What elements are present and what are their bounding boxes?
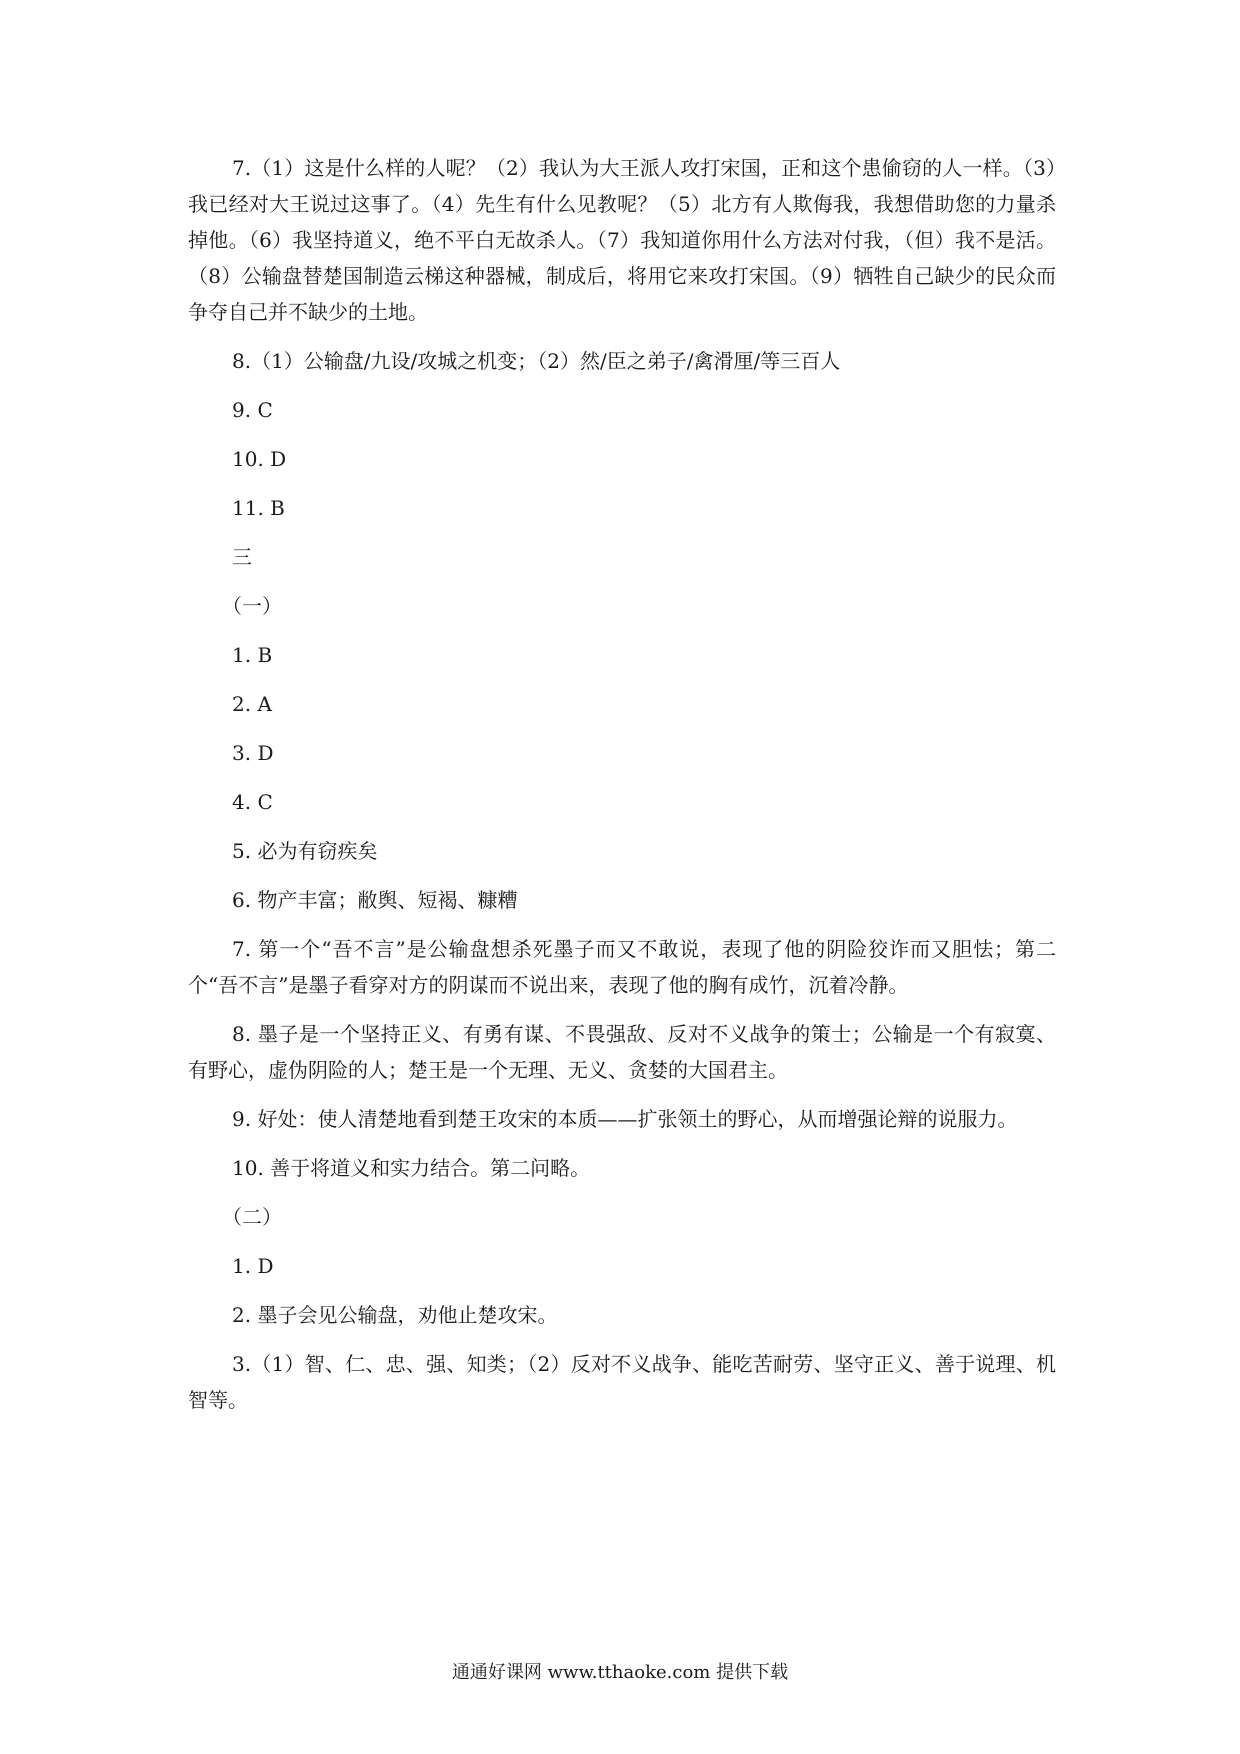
answer-10: 10. D (232, 447, 287, 471)
sub1-answer-4: 4. C (232, 790, 273, 814)
sub2-answer-2: 2. 墨子会见公输盘，劝他止楚攻宋。 (232, 1303, 558, 1327)
section-heading-3: 三 (232, 545, 252, 569)
sub1-answer-2: 2. A (232, 692, 272, 716)
footer-download-note: 通通好课网 www.tthaoke.com 提供下载 (451, 1662, 789, 1683)
subsection-heading-2: （二） (222, 1205, 282, 1229)
sub1-answer-6: 6. 物产丰富；敝舆、短褐、糠糟 (232, 888, 518, 912)
sub1-answer-10: 10. 善于将道义和实力结合。第二问略。 (232, 1156, 591, 1180)
answer-11: 11. B (232, 496, 285, 520)
answer-9: 9. C (232, 398, 273, 422)
answer-7-translation: 7.（1）这是什么样的人呢？（2）我认为大王派人攻打宋国，正和这个患偷窃的人一样。（3）我已经对大王说过这事了。（4）先生有什么见教呢？（5）北方有人欺侮我，我想借助您的力量杀掉他。（6）我坚持道义，绝不平白无故杀人。（7）我知道你用什么方法对付我，（但）我不是活。（8）公输盘替楚国制造云梯这种器械，制成后，将用它来攻打宋国。（9）牺牲自己缺少的民众而争夺自己并不缺少的土地。 (188, 156, 1056, 324)
sub1-answer-8: 8. 墨子是一个坚持正义、有勇有谋、不畏强敌、反对不义战争的策士；公输是一个有寂寞、有野心，虚伪阴险的人；楚王是一个无理、无义、贪婪的大国君主。 (188, 1022, 1056, 1082)
sub2-answer-1: 1. D (232, 1254, 274, 1278)
sub1-answer-9: 9. 好处：使人清楚地看到楚王攻宋的本质——扩张领土的野心，从而增强论辩的说服力。 (232, 1107, 1018, 1131)
sub1-answer-5: 5. 必为有窃疾矣 (232, 839, 378, 863)
sub1-answer-3: 3. D (232, 741, 274, 765)
sub1-answer-7: 7. 第一个“吾不言”是公输盘想杀死墨子而又不敢说，表现了他的阴险狡诈而又胆怯；第二个“吾不言”是墨子看穿对方的阴谋而不说出来，表现了他的胸有成竹，沉着冷静。 (188, 937, 1056, 997)
answer-content (188, 150, 1056, 1431)
subsection-heading-1: （一） (222, 594, 282, 618)
sub1-answer-1: 1. B (232, 643, 273, 667)
answer-8-pauses: 8.（1）公输盘/九设/攻城之机变；（2）然/臣之弟子/禽滑厘/等三百人 (232, 349, 841, 373)
sub2-answer-3: 3.（1）智、仁、忠、强、知类；（2）反对不义战争、能吃苦耐劳、坚守正义、善于说理、机智等。 (188, 1352, 1056, 1412)
